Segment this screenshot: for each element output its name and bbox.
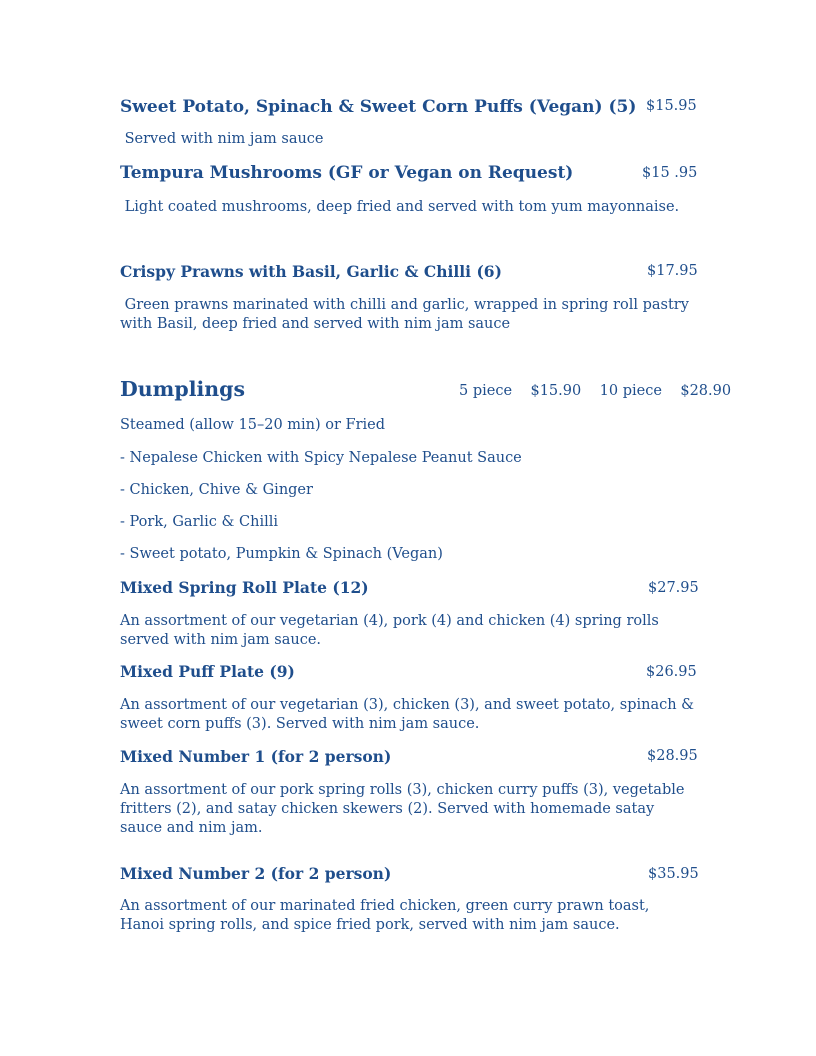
menu-item-description: Light coated mushrooms, deep fried and served with tom yum mayonnaise. [120,199,680,215]
menu-item-price: $15.95 [646,98,697,114]
menu-item-description: An assortment of our pork spring rolls (3), chicken curry puffs (3), vegetable fritters (2), and satay chicken skewers (2). Served with homemade satay sauce and nim jam. [120,782,685,836]
dumpling-option: - Nepalese Chicken with Spicy Nepalese Peanut Sauce [120,450,522,466]
menu-item-price: $35.95 [648,866,699,882]
section-title-dumplings: Dumplings [120,377,246,401]
menu-item-title: Mixed Puff Plate (9) [120,662,295,681]
menu-item-title: Sweet Potato, Spinach & Sweet Corn Puffs (Vegan) (5) [120,97,637,117]
menu-item-title: Mixed Spring Roll Plate (12) [120,578,369,597]
menu-item-price: $27.95 [648,580,699,596]
menu-item-title: Mixed Number 2 (for 2 person) [120,864,392,883]
menu-item-description: Green prawns marinated with chilli and garlic, wrapped in spring roll pastry with Basil, deep fried and served with nim jam sauce [120,297,694,332]
menu-item-title: Crispy Prawns with Basil, Garlic & Chilli (6) [120,262,502,281]
menu-item-title: Tempura Mushrooms (GF or Vegan on Request) [120,163,574,183]
menu-item-price: $26.95 [646,664,697,680]
dumplings-intro: Steamed (allow 15–20 min) or Fried [120,417,386,433]
dumpling-option: - Pork, Garlic & Chilli [120,514,279,530]
menu-item-description: An assortment of our vegetarian (3), chicken (3), and sweet potato, spinach & sweet corn puffs (3). Served with nim jam sauce. [120,697,695,732]
dumplings-pricing: 5 piece $15.90 10 piece $28.90 [459,383,732,399]
dumpling-option: - Sweet potato, Pumpkin & Spinach (Vegan) [120,546,443,562]
dumpling-option: - Chicken, Chive & Ginger [120,482,313,498]
menu-item-price: $17.95 [647,263,698,279]
menu-item-price: $15 .95 [642,165,698,181]
menu-item-description: An assortment of our marinated fried chicken, green curry prawn toast, Hanoi spring rolls, and spice fried pork, served with nim jam sauce. [120,898,650,933]
menu-item-description: An assortment of our vegetarian (4), pork (4) and chicken (4) spring rolls served with nim jam sauce. [120,613,659,648]
menu-item-price: $28.95 [647,748,698,764]
menu-item-description: Served with nim jam sauce [120,131,324,147]
menu-item-title: Mixed Number 1 (for 2 person) [120,747,392,766]
